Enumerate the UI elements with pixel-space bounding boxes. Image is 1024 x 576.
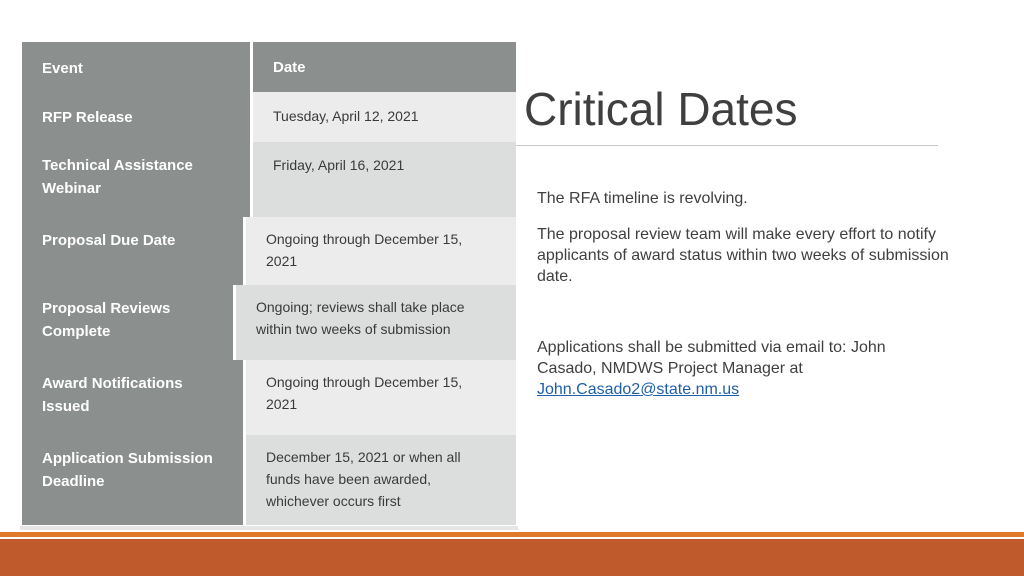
event-cell bbox=[22, 92, 253, 145]
event-cell bbox=[22, 285, 236, 363]
date-label: Tuesday, April 12, 2021 bbox=[273, 108, 419, 124]
header-event-label: Event bbox=[42, 60, 83, 77]
header-date bbox=[253, 42, 516, 95]
date-label: Ongoing through December 15, 2021 bbox=[266, 374, 463, 412]
date-label: December 15, 2021 or when all funds have been awarded, whichever occurs first bbox=[266, 449, 461, 509]
slide-title: Critical Dates bbox=[524, 83, 798, 135]
date-label: Ongoing through December 15, 2021 bbox=[266, 231, 463, 269]
date-label: Friday, April 16, 2021 bbox=[273, 157, 405, 173]
table-row bbox=[22, 285, 516, 360]
date-cell bbox=[246, 435, 516, 525]
event-label: RFP Release bbox=[42, 109, 133, 126]
header-event bbox=[22, 42, 253, 95]
event-label: Proposal Due Date bbox=[42, 232, 176, 249]
paragraph-timeline: The RFA timeline is revolving. bbox=[537, 190, 748, 207]
email-link[interactable]: John.Casado2@state.nm.us bbox=[537, 381, 740, 398]
submission-text: Applications shall be submitted via email to: John Casado, NMDWS Project Manager at bbox=[537, 339, 886, 377]
event-cell bbox=[22, 360, 246, 438]
event-label: Application Submission Deadline bbox=[42, 450, 213, 490]
date-cell bbox=[246, 360, 516, 438]
table-row bbox=[22, 142, 516, 217]
table-row bbox=[22, 360, 516, 435]
table-header-row bbox=[22, 42, 516, 92]
date-cell bbox=[253, 142, 516, 220]
paragraph-submission bbox=[537, 337, 937, 400]
date-cell bbox=[236, 285, 516, 363]
paragraph-review: The proposal review team will make every effort to notify applicants of award status within two weeks of submission date. bbox=[537, 226, 949, 285]
date-cell bbox=[253, 92, 516, 145]
table-shadow bbox=[20, 526, 518, 530]
footer-band bbox=[0, 539, 1024, 576]
header-date-label: Date bbox=[273, 59, 306, 76]
event-label: Technical Assistance Webinar bbox=[42, 157, 193, 197]
critical-dates-table bbox=[22, 42, 516, 525]
title-divider bbox=[516, 145, 938, 146]
event-label: Proposal Reviews Complete bbox=[42, 300, 171, 340]
event-cell bbox=[22, 435, 246, 525]
event-cell bbox=[22, 217, 246, 288]
date-label: Ongoing; reviews shall take place within two weeks of submission bbox=[256, 299, 465, 337]
table-row bbox=[22, 217, 516, 285]
event-label: Award Notifications Issued bbox=[42, 375, 183, 415]
table-row bbox=[22, 92, 516, 142]
table-row bbox=[22, 435, 516, 525]
footer-accent-line bbox=[0, 532, 1024, 537]
event-cell bbox=[22, 142, 253, 220]
date-cell bbox=[246, 217, 516, 288]
